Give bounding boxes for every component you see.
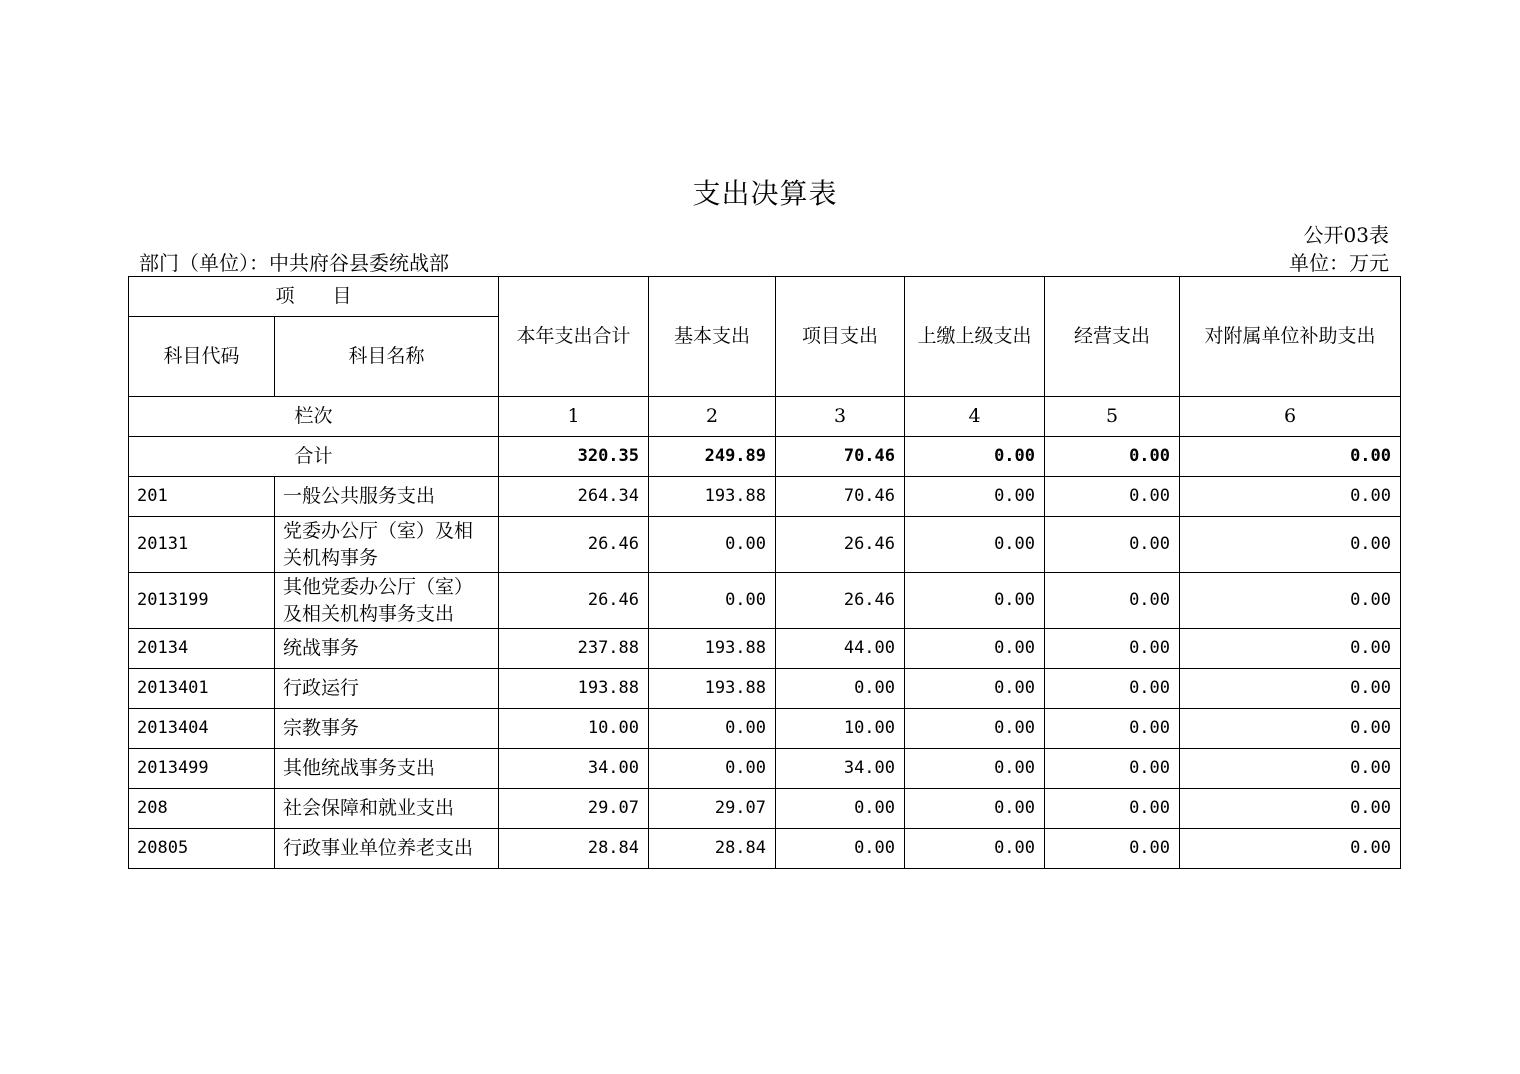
cell-value: 0.00: [1045, 829, 1180, 869]
cell-value: 0.00: [776, 669, 905, 709]
cell-value: 0.00: [905, 629, 1045, 669]
column-number: 6: [1180, 397, 1401, 437]
table-row: [129, 669, 1401, 709]
cell-value: 34.00: [499, 749, 649, 789]
cell-value: 26.46: [776, 573, 905, 629]
table-row: [129, 789, 1401, 829]
cell-value: 10.00: [776, 709, 905, 749]
cell-value: 70.46: [776, 477, 905, 517]
total-value: 0.00: [1045, 437, 1180, 477]
subject-code: 2013199: [129, 573, 275, 629]
table-row: [129, 829, 1401, 869]
cell-value: 0.00: [1045, 629, 1180, 669]
subject-code: 201: [129, 477, 275, 517]
cell-value: 0.00: [1045, 669, 1180, 709]
subject-name: 宗教事务: [275, 709, 499, 749]
cell-value: 0.00: [1180, 629, 1401, 669]
subject-code: 20131: [129, 517, 275, 573]
cell-value: 26.46: [776, 517, 905, 573]
page-title: 支出决算表: [692, 177, 838, 210]
subject-name: 行政事业单位养老支出: [275, 829, 499, 869]
cell-value: 0.00: [1045, 477, 1180, 517]
subject-name: 其他统战事务支出: [275, 749, 499, 789]
cell-value: 193.88: [649, 669, 776, 709]
department-label: 部门（单位）：中共府谷县委统战部: [139, 251, 449, 275]
column-number-row: [129, 397, 1401, 437]
unit-label: 单位：万元: [1289, 251, 1389, 275]
table-row: [129, 573, 1401, 629]
column-number-label: 栏次: [129, 397, 499, 437]
total-label: 合计: [129, 437, 499, 477]
table-number: 公开03表: [1303, 223, 1389, 247]
cell-value: 0.00: [1045, 517, 1180, 573]
cell-value: 0.00: [649, 749, 776, 789]
table-row: [129, 517, 1401, 573]
cell-value: 0.00: [905, 709, 1045, 749]
header-basic: 基本支出: [649, 277, 776, 397]
cell-value: 0.00: [905, 573, 1045, 629]
column-number: 5: [1045, 397, 1180, 437]
subject-name: 一般公共服务支出: [275, 477, 499, 517]
table-row: [129, 709, 1401, 749]
cell-value: 0.00: [649, 573, 776, 629]
subject-code: 2013404: [129, 709, 275, 749]
cell-value: 0.00: [776, 829, 905, 869]
column-number: 1: [499, 397, 649, 437]
cell-value: 0.00: [905, 517, 1045, 573]
cell-value: 0.00: [649, 709, 776, 749]
cell-value: 0.00: [1180, 709, 1401, 749]
cell-value: 0.00: [905, 829, 1045, 869]
cell-value: 264.34: [499, 477, 649, 517]
subject-code: 208: [129, 789, 275, 829]
header-project: 项目支出: [776, 277, 905, 397]
cell-value: 0.00: [1180, 789, 1401, 829]
cell-value: 0.00: [1045, 789, 1180, 829]
column-number: 2: [649, 397, 776, 437]
cell-value: 44.00: [776, 629, 905, 669]
cell-value: 0.00: [1045, 573, 1180, 629]
column-number: 4: [905, 397, 1045, 437]
table-row: [129, 477, 1401, 517]
cell-value: 26.46: [499, 573, 649, 629]
cell-value: 0.00: [1180, 573, 1401, 629]
subject-code: 2013401: [129, 669, 275, 709]
subject-name: 社会保障和就业支出: [275, 789, 499, 829]
subject-name: 统战事务: [275, 629, 499, 669]
cell-value: 0.00: [905, 789, 1045, 829]
cell-value: 193.88: [499, 669, 649, 709]
total-row: [129, 437, 1401, 477]
cell-value: 0.00: [1180, 829, 1401, 869]
table-row: [129, 629, 1401, 669]
header-upper: 上缴上级支出: [905, 277, 1045, 397]
cell-value: 0.00: [1180, 477, 1401, 517]
cell-value: 10.00: [499, 709, 649, 749]
cell-value: 0.00: [1180, 669, 1401, 709]
cell-value: 28.84: [499, 829, 649, 869]
cell-value: 29.07: [649, 789, 776, 829]
cell-value: 0.00: [905, 749, 1045, 789]
subject-code: 20805: [129, 829, 275, 869]
subject-code: 2013499: [129, 749, 275, 789]
header-name: 科目名称: [275, 317, 499, 397]
header-code: 科目代码: [129, 317, 275, 397]
subject-name: 其他党委办公厅（室）及相关机构事务支出: [275, 573, 499, 629]
subject-name: 行政运行: [275, 669, 499, 709]
cell-value: 0.00: [1180, 749, 1401, 789]
header-business: 经营支出: [1045, 277, 1180, 397]
cell-value: 26.46: [499, 517, 649, 573]
total-value: 320.35: [499, 437, 649, 477]
cell-value: 0.00: [649, 517, 776, 573]
total-value: 0.00: [905, 437, 1045, 477]
cell-value: 193.88: [649, 629, 776, 669]
cell-value: 0.00: [905, 477, 1045, 517]
total-value: 249.89: [649, 437, 776, 477]
cell-value: 0.00: [1045, 749, 1180, 789]
total-value: 70.46: [776, 437, 905, 477]
column-number: 3: [776, 397, 905, 437]
cell-value: 34.00: [776, 749, 905, 789]
cell-value: 29.07: [499, 789, 649, 829]
cell-value: 0.00: [1180, 517, 1401, 573]
expenditure-table: [128, 276, 1401, 869]
cell-value: 28.84: [649, 829, 776, 869]
header-total: 本年支出合计: [499, 277, 649, 397]
subject-name: 党委办公厅（室）及相关机构事务: [275, 517, 499, 573]
cell-value: 0.00: [776, 789, 905, 829]
header-subsidy: 对附属单位补助支出: [1180, 277, 1401, 397]
meta-right: [1289, 221, 1389, 277]
subject-code: 20134: [129, 629, 275, 669]
cell-value: 0.00: [905, 669, 1045, 709]
total-value: 0.00: [1180, 437, 1401, 477]
cell-value: 237.88: [499, 629, 649, 669]
table-row: [129, 749, 1401, 789]
header-item: 项 目: [129, 277, 499, 317]
cell-value: 193.88: [649, 477, 776, 517]
cell-value: 0.00: [1045, 709, 1180, 749]
